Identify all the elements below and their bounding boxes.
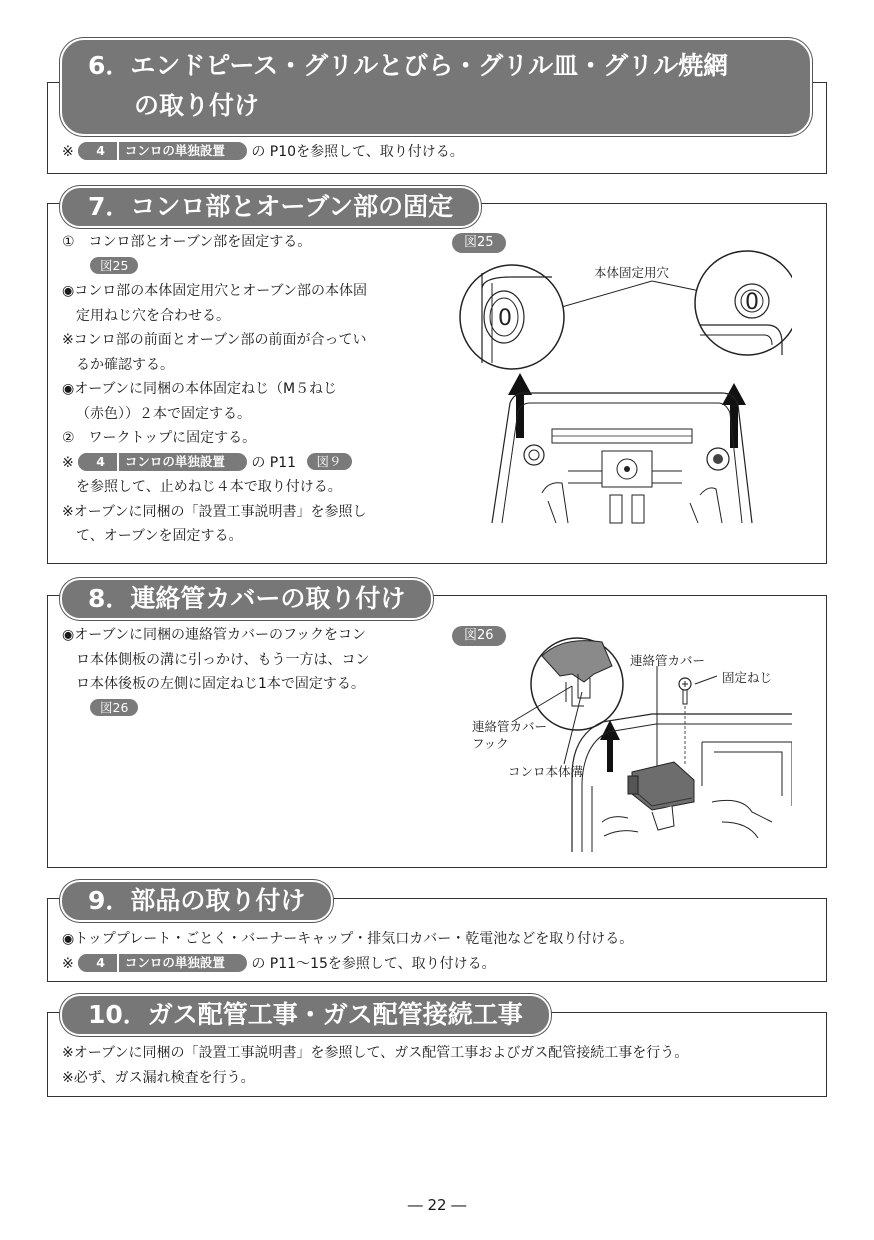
section-7-title: 7．コンロ部とオーブン部の固定	[60, 186, 481, 228]
figure-25-label: 本体固定用穴	[594, 265, 670, 280]
figure-26-drawing	[452, 626, 792, 852]
figure-25-hole-right: 0	[745, 290, 759, 315]
chapter-ref-badge[interactable]: 4 コンロの単独設置	[78, 142, 247, 160]
section-6-title-line1: 6．エンドピース・グリルとびら・グリル皿・グリル焼網	[88, 51, 729, 80]
section-8-title: 8．連絡管カバーの取り付け	[60, 578, 433, 620]
section-10-title: 10．ガス配管工事・ガス配管接続工事	[60, 994, 551, 1036]
fig25-ref[interactable]: 図25	[90, 257, 138, 274]
figure-26-label-screw: 固定ねじ	[722, 670, 773, 685]
figure-25	[452, 233, 792, 533]
figure-26-label-groove: コンロ本体溝	[508, 764, 584, 779]
chapter-ref-badge[interactable]: 4 コンロの単独設置	[78, 954, 247, 972]
fig9-ref[interactable]: 図９	[307, 453, 352, 470]
figure-26-label-hook-2: フック	[472, 736, 509, 751]
figure-26-label-cover: 連絡管カバー	[630, 653, 706, 668]
figure-25-drawing	[452, 233, 792, 533]
section-8-text: ◉オーブンに同梱の連絡管カバーのフックをコン ロ本体側板の溝に引っかけ、もう一方は、コン ロ本体後板の左側に固定ねじ1本で固定する。 図26	[62, 627, 370, 715]
section-10-text: ※オーブンに同梱の「設置工事説明書」を参照して、ガス配管工事およびガス配管接続工事を行う。 ※必ず、ガス漏れ検査を行う。	[62, 1045, 689, 1086]
section-6-title-line2: の取り付け	[134, 91, 260, 120]
section-6-text: ※ 4 コンロの単独設置 の P10を参照して、取り付ける。	[62, 143, 464, 160]
figure-26-label-hook-1: 連絡管カバー	[472, 719, 548, 734]
section-6-title	[60, 38, 812, 136]
figure-26-badge: 図26	[452, 626, 506, 646]
section-9-title: 9．部品の取り付け	[60, 880, 333, 922]
chapter-ref-badge[interactable]: 4 コンロの単独設置	[78, 453, 247, 471]
page-number: ― 22 ―	[407, 1196, 467, 1214]
section-9-text: ◉トッププレート・ごとく・バーナーキャップ・排気口カバー・乾電池などを取り付ける。 ※ 4 コンロの単独設置 の P11～15を参照して、取り付ける。	[62, 931, 634, 972]
fig26-ref[interactable]: 図26	[90, 699, 138, 716]
figure-25-hole-left: 0	[498, 306, 512, 331]
figure-25-badge: 図25	[452, 233, 506, 253]
section-7-text: ① コンロ部とオーブン部を固定する。 図25 ◉コンロ部の本体固定用穴とオーブン部の本体固 定用ねじ穴を合わせる。 ※コンロ部の前面とオーブン部の前面が合ってい るか確認する。 ◉オーブンに同梱の本体固定ねじ（M５ねじ （赤色））２本で固定する。 ② ワークトップに固定する。 ※ 4 コンロの単独設置 の P11 図９ を参照して、止めねじ４本で取り付ける。 ※オーブンに同梱の「設置工事説明書」を参照し て、オーブンを固定する。	[62, 234, 367, 544]
figure-26	[452, 626, 792, 852]
